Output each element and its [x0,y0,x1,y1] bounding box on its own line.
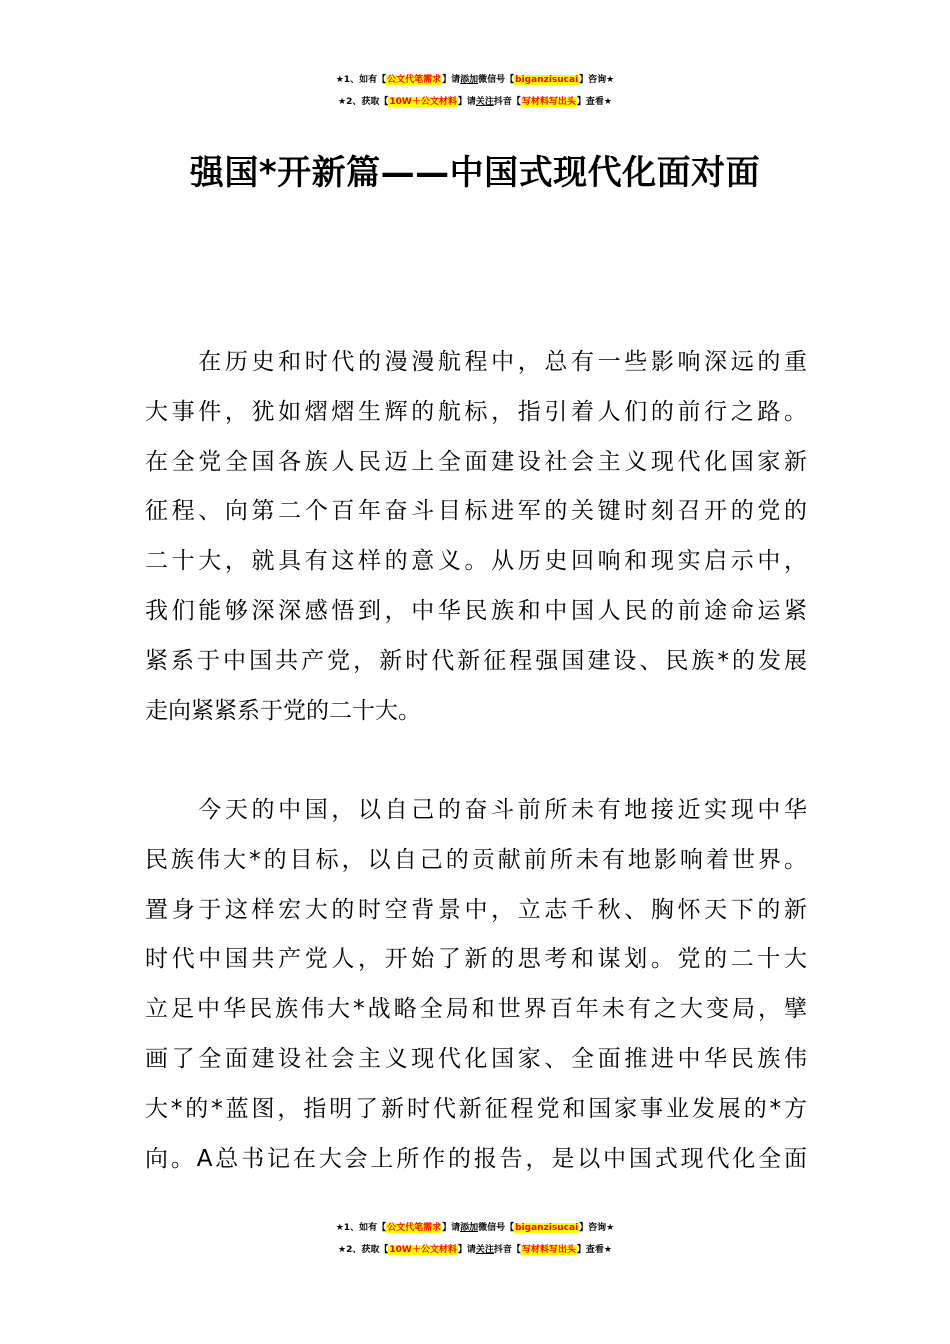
paragraph-2 [145,786,807,1184]
text-line: 在全党全国各族人民迈上全面建设社会主义现代化国家新 [145,448,807,475]
banner-highlight-service: 公文代笔需求 [387,1223,442,1233]
banner-line-1 [0,69,950,91]
text-line: 走向紧紧系于党的二十大。 [145,697,421,724]
banner-highlight-wechat-id: biganzisucai [515,75,579,85]
banner-underline-text: 添加 [460,1223,479,1233]
banner-text: 】请 [457,1245,476,1255]
banner-text: 】查看★ [576,97,612,107]
banner-highlight-service: 公文代笔需求 [387,75,442,85]
banner-line-2 [0,1239,950,1261]
text-line: 在历史和时代的漫漫航程中，总有一些影响深远的重 [145,349,807,375]
text-line: 二十大，就具有这样的意义。从历史回响和现实启示中， [145,548,807,575]
footer-banner [0,1217,950,1261]
banner-line-2 [0,91,950,113]
paragraph-1 [145,338,807,736]
text-line: 今天的中国，以自己的奋斗前所未有地接近实现中华 [145,797,807,823]
banner-text: 抖音【 [493,1245,521,1255]
banner-text: 】咨询★ [579,1223,615,1233]
text-line: 向。A总书记在大会上所作的报告，是以中国式现代化全面 [145,1145,807,1172]
banner-text: ★1、如有【 [335,75,387,85]
banner-highlight-materials: 10W＋公文材料 [389,97,457,107]
document-title: 强国*开新篇——中国式现代化面对面 [189,153,761,193]
banner-line-1 [0,1217,950,1239]
banner-underline-text: 添加 [460,75,479,85]
text-line: 时代中国共产党人，开始了新的思考和谋划。党的二十大 [145,946,807,973]
text-line: 征程、向第二个百年奋斗目标进军的关键时刻召开的党的 [145,498,807,525]
banner-text: 】请 [442,1223,461,1233]
text-line: 画了全面建设社会主义现代化国家、全面推进中华民族伟 [145,1045,807,1072]
banner-text: 】请 [457,97,476,107]
banner-highlight-wechat-id: biganzisucai [515,1223,579,1233]
banner-highlight-douyin: 写材料写出头 [521,1245,576,1255]
text-line: 大事件，犹如熠熠生辉的航标，指引着人们的前行之路。 [145,398,807,425]
text-line: 紧系于中国共产党，新时代新征程强国建设、民族*的发展 [145,647,807,674]
text-line: 立足中华民族伟大*战略全局和世界百年未有之大变局，擘 [145,996,807,1023]
banner-underline-text: 关注 [475,97,494,107]
banner-text: ★2、获取【 [338,97,389,107]
text-line: 我们能够深深感悟到，中华民族和中国人民的前途命运紧 [145,597,807,624]
banner-text: 微信号【 [478,1223,515,1233]
banner-text: 微信号【 [478,75,515,85]
text-line: 民族伟大*的目标，以自己的贡献前所未有地影响着世界。 [145,846,807,873]
banner-underline-text: 关注 [475,1245,494,1255]
banner-text: 】请 [442,75,461,85]
header-banner [0,69,950,113]
banner-text: ★1、如有【 [335,1223,387,1233]
banner-text: 抖音【 [493,97,521,107]
banner-text: ★2、获取【 [338,1245,389,1255]
banner-text: 】查看★ [576,1245,612,1255]
banner-highlight-douyin: 写材料写出头 [521,97,576,107]
banner-text: 】咨询★ [579,75,615,85]
text-line: 置身于这样宏大的时空背景中，立志千秋、胸怀天下的新 [145,896,807,923]
banner-highlight-materials: 10W＋公文材料 [389,1245,457,1255]
text-line: 大*的*蓝图，指明了新时代新征程党和国家事业发展的*方 [145,1095,807,1122]
